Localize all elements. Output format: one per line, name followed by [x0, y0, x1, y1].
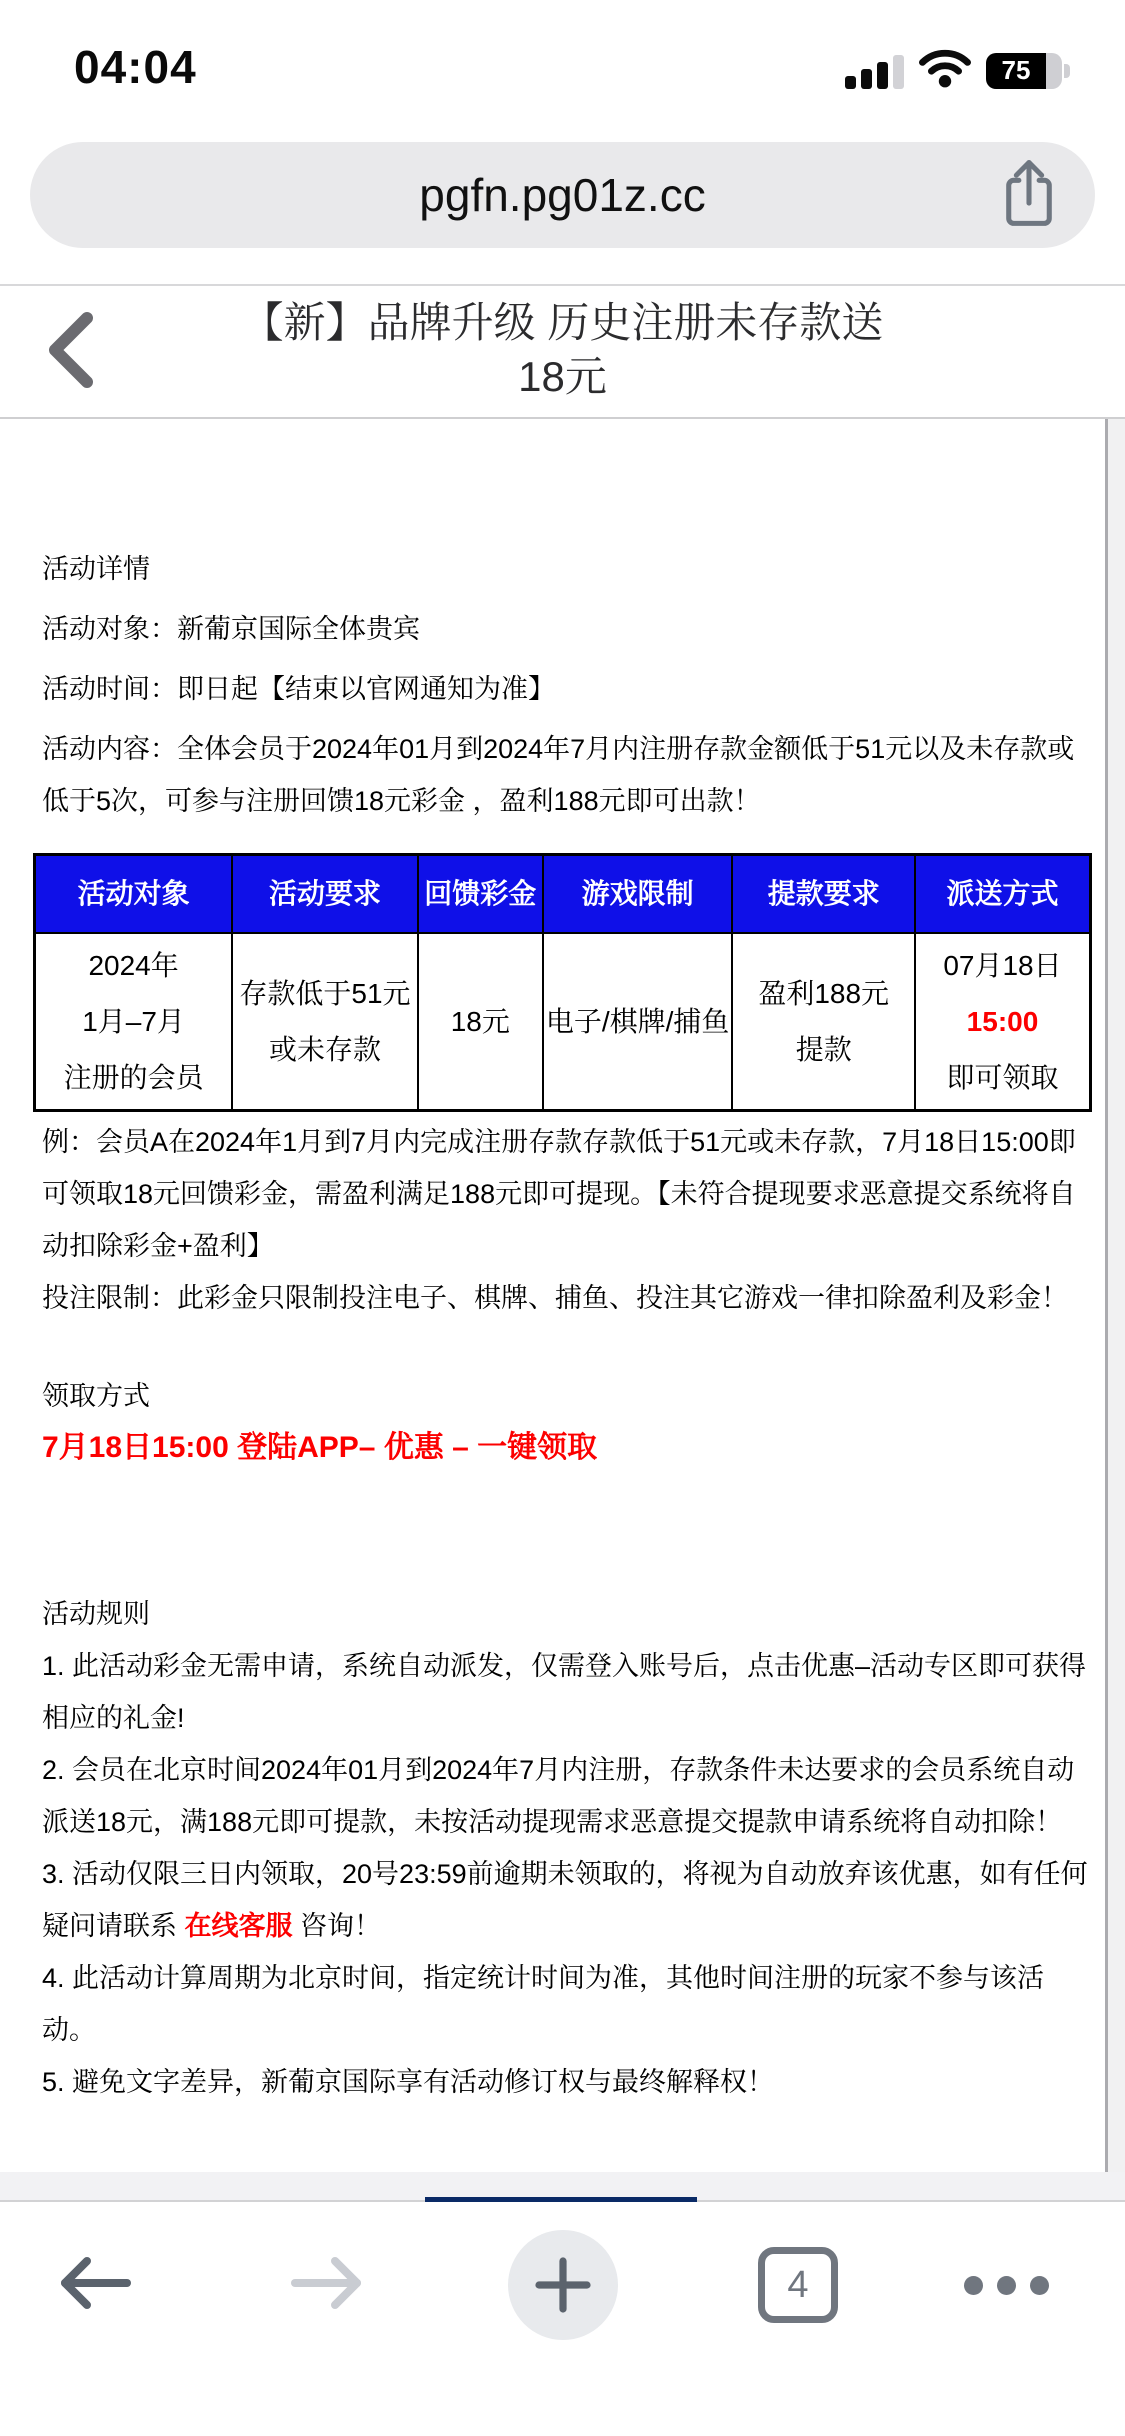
rule-5: 5. 避免文字差异，新葡京国际享有活动修订权与最终解释权！: [42, 2067, 775, 2097]
arrow-left-icon: [57, 2252, 133, 2319]
dispatch-time-red: 15:00: [966, 1005, 1039, 1037]
claim-heading: 领取方式: [42, 1381, 150, 1411]
clock: 04:04: [74, 41, 197, 93]
address-bar[interactable]: [30, 142, 1095, 248]
col-header-withdraw: 提款要求: [732, 855, 915, 934]
example-text: 例：会员A在2024年1月到7月内完成注册存款存款低于51元或未存款，7月18日15:00即可领取18元回馈彩金，需盈利满足188元即可提现。【未符合提现要求恶意提交系统将自动扣除彩金+盈利】: [42, 1127, 1076, 1261]
promo-table-header-row: [35, 855, 1091, 934]
page-title-line1: 【新】品牌升级 历史注册未存款送: [241, 299, 884, 346]
promo-page-content: [0, 419, 1125, 2172]
status-bar: [0, 0, 1125, 130]
tabs-icon: [758, 2247, 838, 2323]
share-icon: [998, 155, 1060, 236]
chevron-left-icon: [45, 310, 97, 395]
col-header-requirement: 活动要求: [232, 855, 418, 934]
page-end-strip: [0, 2172, 1125, 2200]
more-button[interactable]: [951, 2230, 1061, 2340]
battery-percent: 75: [986, 53, 1046, 89]
rule-2: 2. 会员在北京时间2024年01月到2024年7月内注册，存款条件未达要求的会员系统自动派送18元，满188元即可提款，未按活动提现需求恶意提交提款申请系统将自动扣除！: [42, 1755, 1075, 1837]
page-header: [0, 288, 1125, 417]
cell-game-limit: 电子/棋牌/捕鱼: [543, 933, 733, 1111]
scrollbar-track: [1107, 419, 1125, 2172]
cell-target: 2024年 1月–7月 注册的会员: [35, 933, 233, 1111]
url-text: pgfn.pg01z.cc: [419, 169, 706, 221]
browser-toolbar: [0, 2202, 1125, 2436]
scrollbar[interactable]: [1105, 419, 1108, 2172]
rule-1: 1. 此活动彩金无需申请，系统自动派发，仅需登入账号后，点击优惠–活动专区即可获得相应的礼金!: [42, 1651, 1087, 1733]
cell-bonus: 18元: [418, 933, 543, 1111]
bet-limit-text: 投注限制：此彩金只限制投注电子、棋牌、捕鱼、投注其它游戏一律扣除盈利及彩金！: [42, 1283, 1068, 1313]
promo-table-data-row: [35, 933, 1091, 1111]
cellular-signal-icon: [845, 53, 904, 89]
rule-3-pre: 3. 活动仅限三日内领取，20号23:59前逾期未领取的，将视为自动放弃该优惠，如有任何疑问请联系: [42, 1859, 1088, 1941]
cell-requirement: 存款低于51元 或未存款: [232, 933, 418, 1111]
back-button[interactable]: [36, 310, 106, 394]
col-header-target: 活动对象: [35, 855, 233, 934]
col-header-dispatch: 派送方式: [915, 855, 1091, 934]
details-content: 活动内容：全体会员于2024年01月到2024年7月内注册存款金额低于51元以及未存款或低于5次，可参与注册回馈18元彩金 ，盈利188元即可出款！: [42, 734, 1075, 816]
rule-3: [42, 1848, 1090, 1952]
browser-address-row: [0, 130, 1125, 286]
ellipsis-icon: [964, 2276, 1049, 2295]
wifi-icon: [918, 48, 972, 93]
plus-icon: [508, 2230, 618, 2340]
page-title: [160, 296, 965, 404]
nav-back-button[interactable]: [40, 2230, 150, 2340]
cell-withdraw: 盈利188元 提款: [732, 933, 915, 1111]
page-title-line2: 18元: [518, 353, 607, 400]
col-header-bonus: 回馈彩金: [418, 855, 543, 934]
battery-icon: [986, 53, 1070, 89]
status-icons: [845, 48, 1070, 93]
details-time: 活动时间：即日起【结束以官网通知为准】: [42, 674, 555, 704]
promo-table: [33, 853, 1092, 1112]
arrow-right-icon: [289, 2252, 365, 2319]
col-header-game-limit: 游戏限制: [543, 855, 733, 934]
claim-instruction: 7月18日15:00 登陆APP– 优惠 – 一键领取: [42, 1431, 598, 1464]
online-service-link[interactable]: 在线客服: [184, 1911, 293, 1941]
cell-dispatch: 07月18日 15:00 即可领取: [915, 933, 1091, 1111]
tab-count: 4: [787, 2263, 809, 2306]
new-tab-button[interactable]: [508, 2230, 618, 2340]
tabs-button[interactable]: [743, 2230, 853, 2340]
nav-forward-button[interactable]: [272, 2230, 382, 2340]
details-target: 活动对象：新葡京国际全体贵宾: [42, 614, 420, 644]
rule-4: 4. 此活动计算周期为北京时间，指定统计时间为准，其他时间注册的玩家不参与该活动。: [42, 1963, 1045, 2045]
details-heading: 活动详情: [42, 554, 150, 584]
rule-3-post: 咨询！: [292, 1911, 382, 1941]
rules-heading: 活动规则: [42, 1599, 150, 1629]
share-button[interactable]: [991, 157, 1067, 233]
